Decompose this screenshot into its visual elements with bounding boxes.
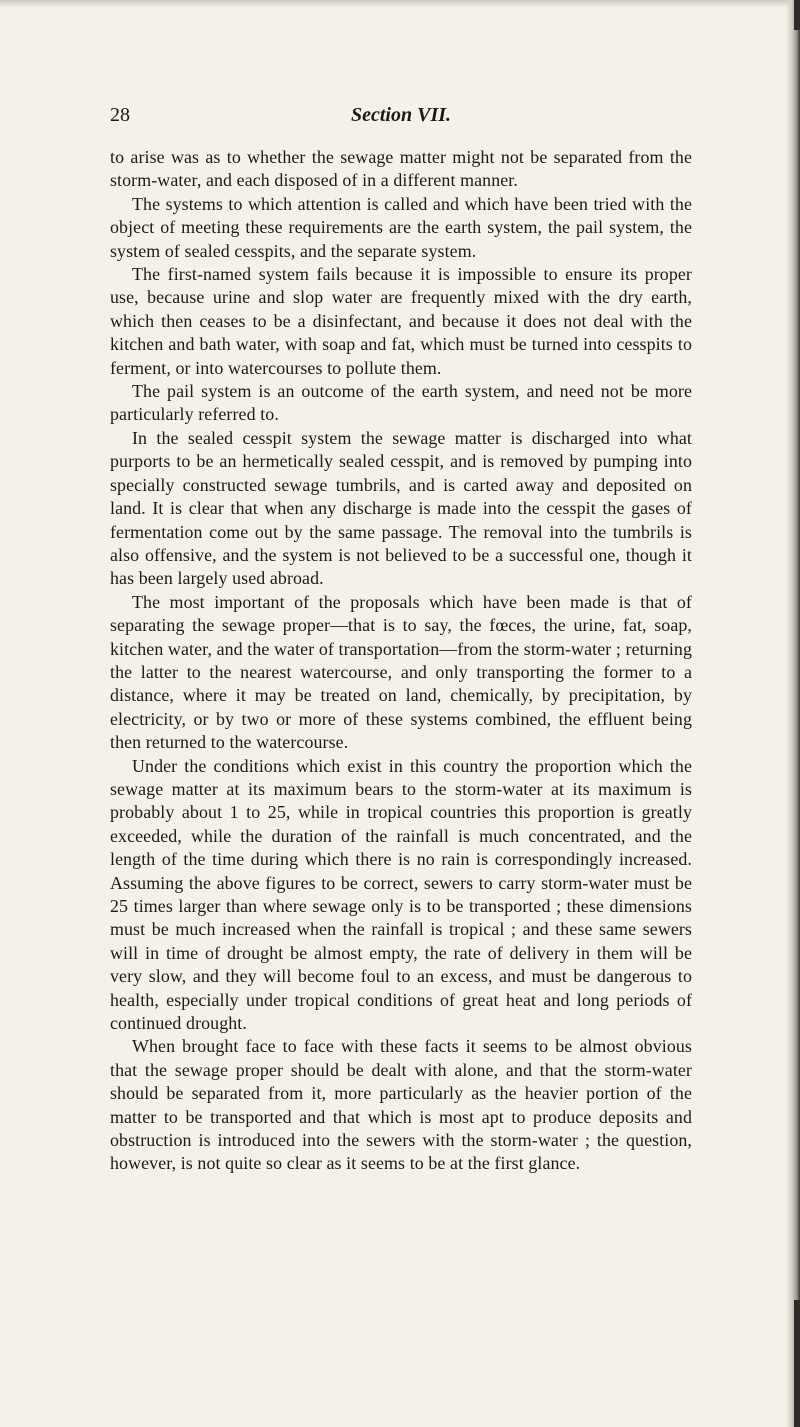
page-number: 28 [110,104,130,126]
paragraph-conditions: Under the conditions which exist in this country the proportion which the sewage matter at its maximum bears to the storm-water at its maximum is probably about 1 to 25, while in tropical countries this proportion is greatly exceeded, while the duration of the rainfall is much concentrated, and the length of the time during which there is no rain is correspondingly increased. Assuming the above figures to be correct, sewers to carry storm-water must be 25 times larger than where sewage only is to be transported ; these dimensions must be much increased when the rainfall is tropical ; and these same sewers will in time of drought be almost empty, the rate of delivery in them will be very slow, and they will become foul to an excess, and must be dangerous to health, especially under tropical conditions of great heat and long periods of continued drought. [110,755,692,1034]
running-head: Section VII. [350,104,452,126]
page-right-edge [786,0,800,1427]
paragraph-sealed-cesspit: In the sealed cesspit system the sewage matter is discharged into what purports to be an hermetically sealed cesspit, and is removed by pumping into specially constructed sewage tumbrils, and is carted away and deposited on land. It is clear that when any discharge is made into the cesspit the gases of fermentation come out by the same passage. The removal into the tumbrils is also offensive, and the system is not believed to be a successful one, though it has been largely used abroad. [110,427,692,589]
paragraph-continued: to arise was as to whether the sewage matter might not be separated from the storm-water, and each disposed of in a different manner. [110,147,692,191]
edge-mark [794,1300,800,1427]
paragraph-separate-system: The most important of the proposals which have been made is that of separating the sewage proper—that is to say, the fœces, the urine, fat, soap, kitchen water, and the water of transportation—from the storm-water ; returning the latter to the nearest watercourse, and only transporting the former to a distance, where it may be treated on land, chemically, by precipitation, by electricity, or by two or more of these systems combined, the effluent being then returned to the watercourse. [110,591,692,753]
page-top-shadow [0,0,800,8]
paragraph-systems: The systems to which attention is called and which have been tried with the object of meeting these requirements are the earth system, the pail system, the system of sealed cesspits, and the separate system. [110,193,692,261]
paragraph-earth-system: The first-named system fails because it is impossible to ensure its proper use, because urine and slop water are frequently mixed with the dry earth, which then ceases to be a disinfectant, and because it does not deal with the kitchen and bath water, with soap and fat, which must be turned into cesspits to ferment, or into watercourses to pollute them. [110,264,692,378]
body-text [110,146,692,1176]
paragraph-conclusion: When brought face to face with these facts it seems to be almost obvious that the sewage proper should be dealt with alone, and that the storm-water should be separated from it, more particularly as the heavier portion of the matter to be transported and that which is most apt to produce deposits and obstruction is introduced into the sewers with the storm-water ; the question, however, is not quite so clear as it seems to be at the first glance. [110,1036,692,1174]
edge-mark [794,0,800,30]
paragraph-pail-system: The pail system is an outcome of the earth system, and need not be more particularly referred to. [110,381,692,425]
page-header [110,100,692,130]
